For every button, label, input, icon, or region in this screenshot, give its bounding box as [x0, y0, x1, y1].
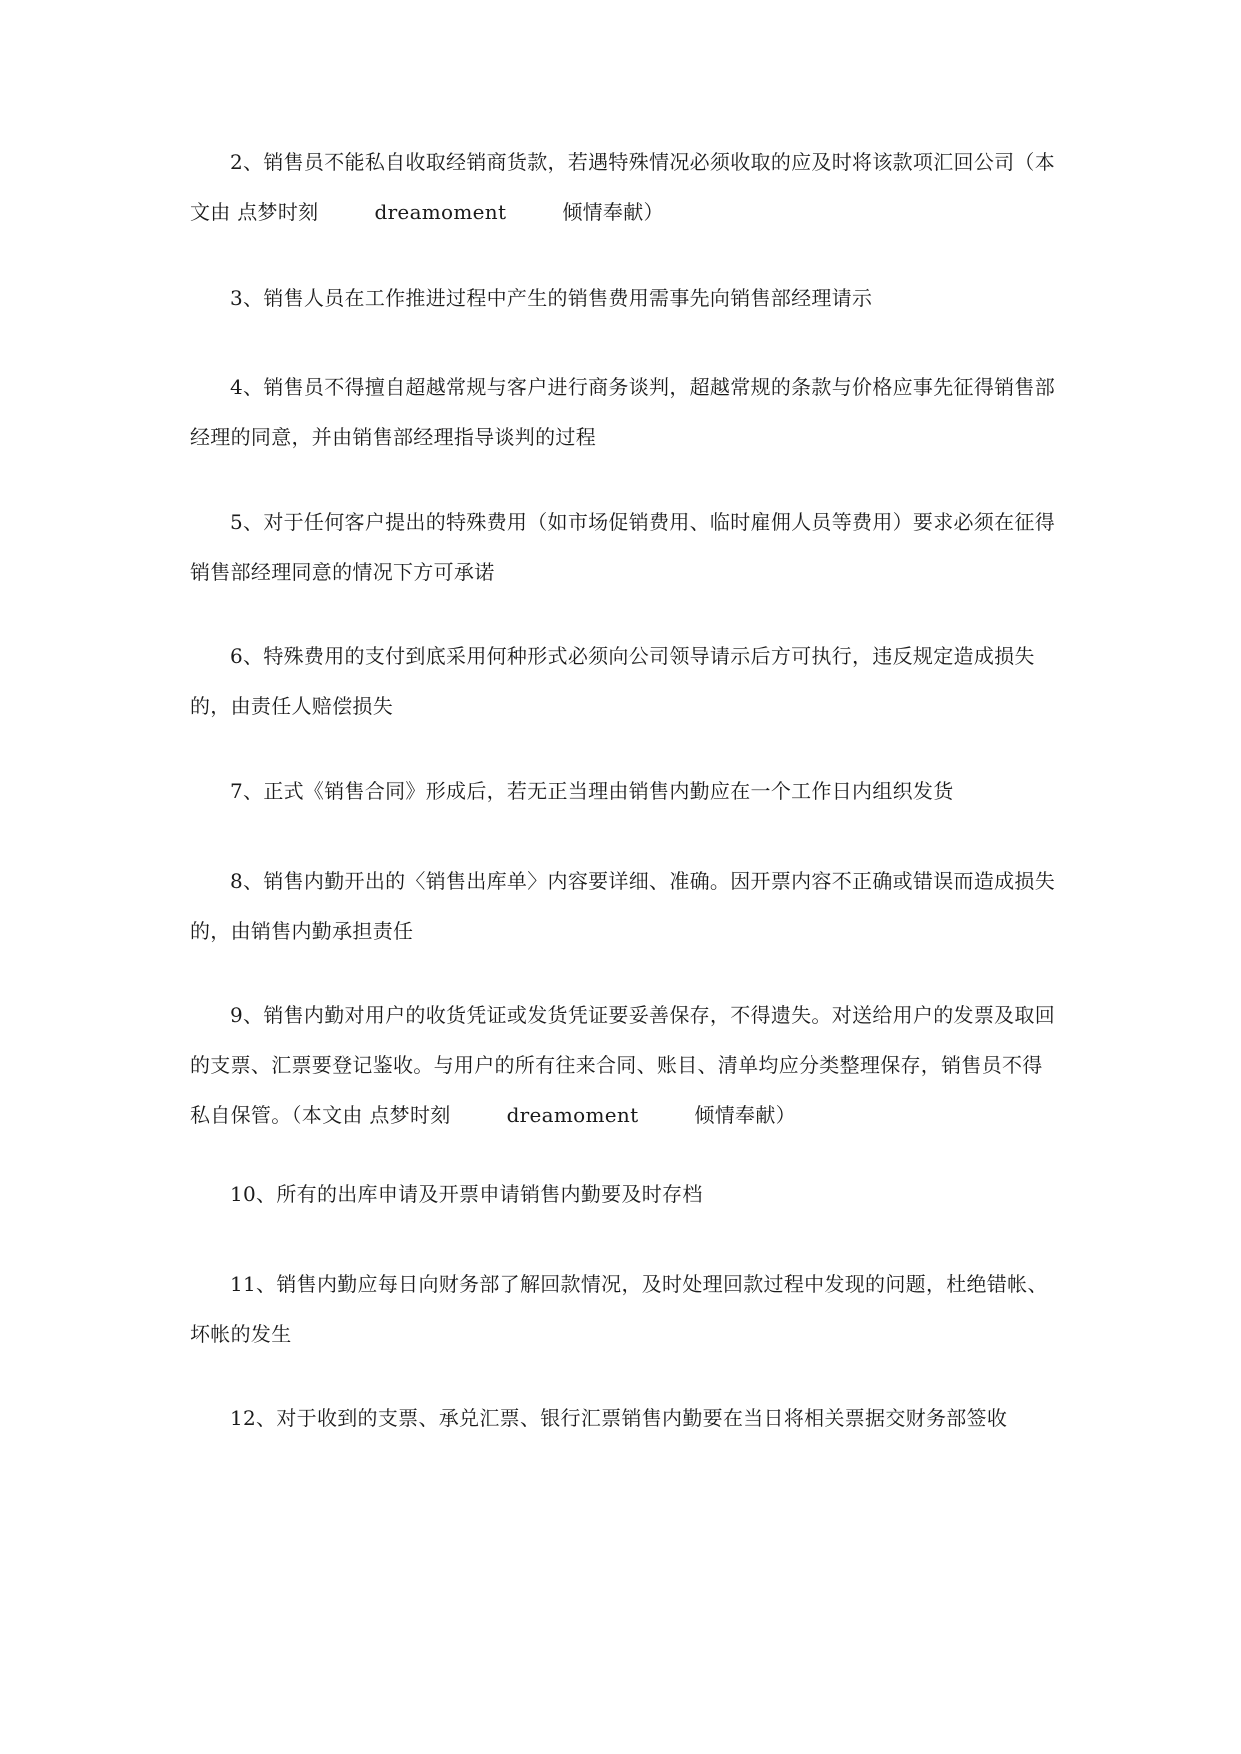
rule-9-source-suffix: 倾情奉献）	[694, 1103, 796, 1127]
rule-12-text: 12、对于收到的支票、承兑汇票、银行汇票销售内勤要在当日将相关票据交财务部签收	[230, 1406, 1008, 1430]
rule-3-text: 3、销售人员在工作推进过程中产生的销售费用需事先向销售部经理请示	[230, 286, 873, 310]
rule-11-text: 11、销售内勤应每日向财务部了解回款情况，及时处理回款过程中发现的问题，杜绝错帐、坏帐的发生	[190, 1272, 1048, 1346]
rule-paragraph-7	[190, 766, 1060, 816]
rule-paragraph-11	[190, 1259, 1060, 1359]
rule-10-text: 10、所有的出库申请及开票申请销售内勤要及时存档	[230, 1182, 703, 1206]
rule-2-text: 2、销售员不能私自收取经销商货款，若遇特殊情况必须收取的应及时将该款项汇回公司（本文由 点梦时刻	[190, 150, 1056, 224]
rule-4-text: 4、销售员不得擅自超越常规与客户进行商务谈判，超越常规的条款与价格应事先征得销售部经理的同意，并由销售部经理指导谈判的过程	[190, 375, 1056, 449]
rule-7-text: 7、正式《销售合同》形成后，若无正当理由销售内勤应在一个工作日内组织发货	[230, 779, 954, 803]
rule-paragraph-4	[190, 362, 1060, 462]
rule-paragraph-9	[190, 990, 1060, 1140]
rule-paragraph-12	[190, 1393, 1060, 1443]
rule-8-text: 8、销售内勤开出的〈销售出库单〉内容要详细、准确。因开票内容不正确或错误而造成损失的，由销售内勤承担责任	[190, 869, 1056, 943]
rule-5-text: 5、对于任何客户提出的特殊费用（如市场促销费用、临时雇佣人员等费用）要求必须在征得销售部经理同意的情况下方可承诺	[190, 510, 1056, 584]
rule-paragraph-10	[190, 1169, 1060, 1219]
rule-9-text: 9、销售内勤对用户的收货凭证或发货凭证要妥善保存，不得遗失。对送给用户的发票及取回的支票、汇票要登记鉴收。与用户的所有往来合同、账目、清单均应分类整理保存，销售员不得私自保管。（本文由 点梦时刻	[190, 1003, 1056, 1127]
rule-9-source-name: dreamoment	[506, 1103, 639, 1127]
rule-paragraph-5	[190, 497, 1060, 597]
rule-paragraph-2	[190, 137, 1060, 237]
rule-2-source-name: dreamoment	[374, 200, 507, 224]
rule-paragraph-8	[190, 856, 1060, 956]
rule-6-text: 6、特殊费用的支付到底采用何种形式必须向公司领导请示后方可执行，违反规定造成损失的，由责任人赔偿损失	[190, 644, 1035, 718]
rule-2-source-suffix: 倾情奉献）	[562, 200, 664, 224]
rule-paragraph-3	[190, 273, 1060, 323]
rule-paragraph-6	[190, 631, 1060, 731]
